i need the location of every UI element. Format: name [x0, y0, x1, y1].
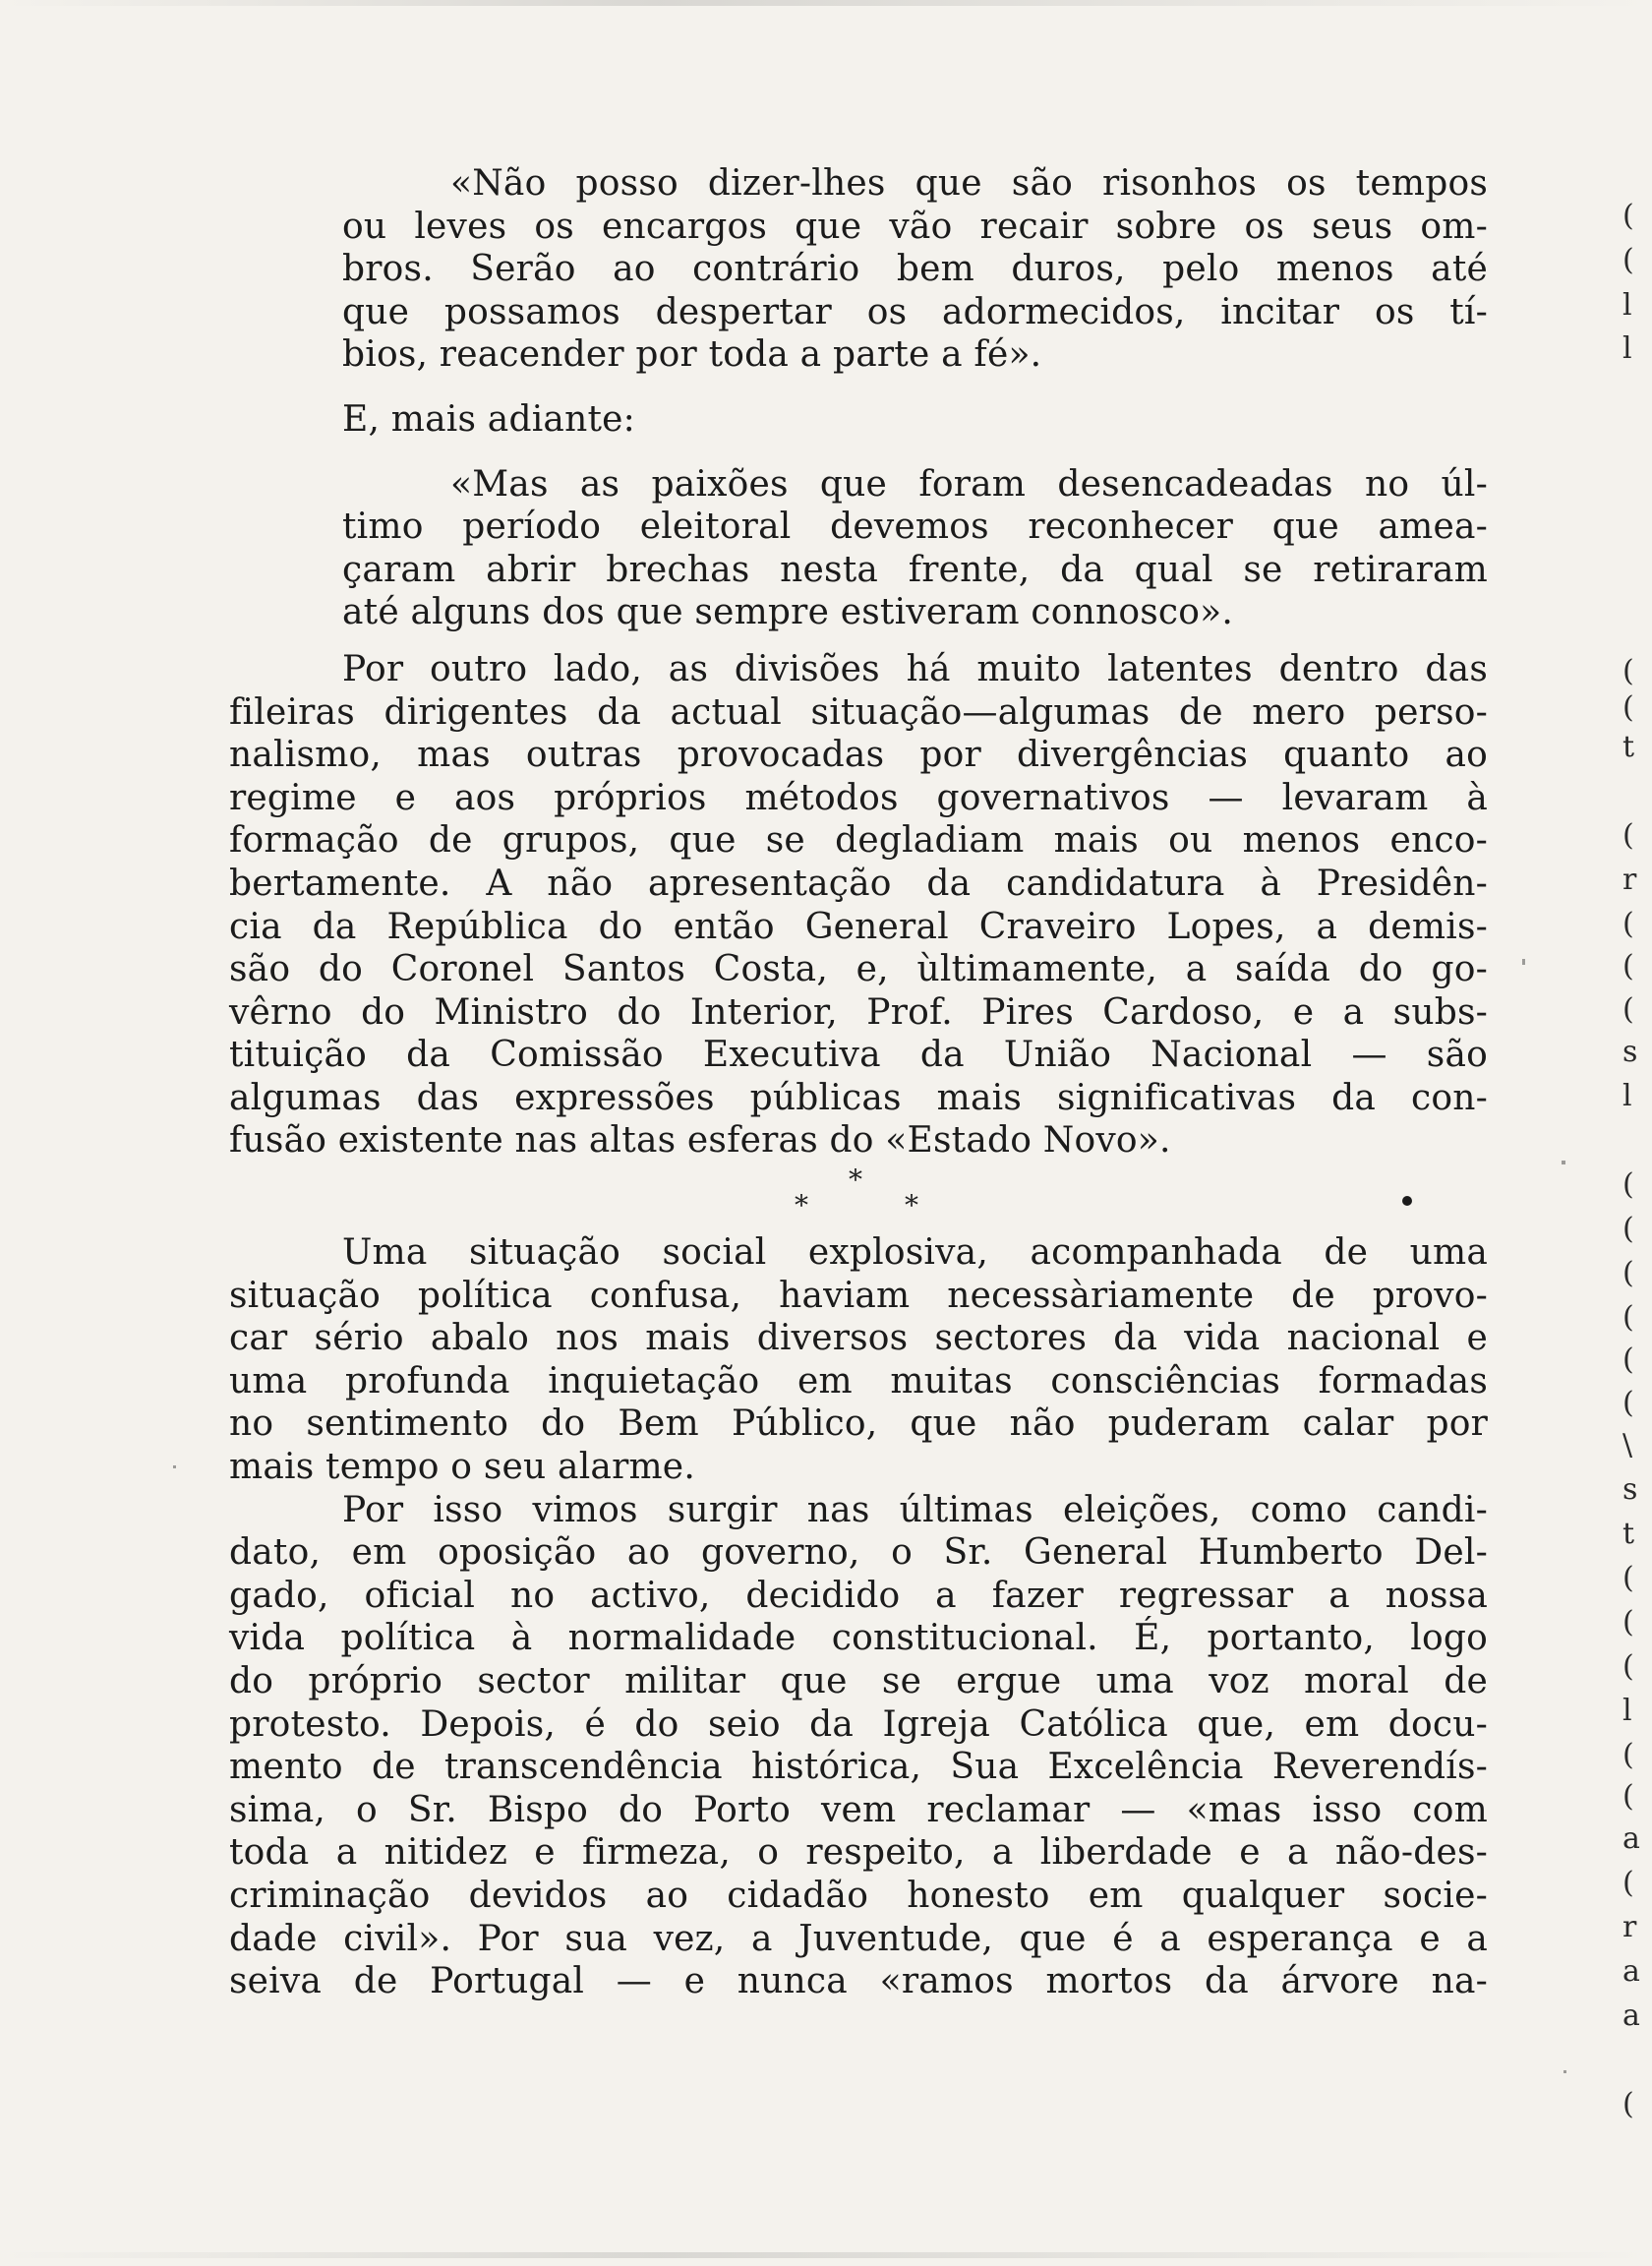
- margin-glyph: s: [1622, 1035, 1638, 1069]
- text-line: vêrno do Ministro do Interior, Prof. Pires Cardoso, e a subs-: [229, 991, 1488, 1033]
- text-line: E, mais adiante:: [342, 398, 635, 440]
- margin-glyph: (: [1622, 818, 1634, 853]
- text-line: seiva de Portugal — e nunca «ramos mortos da árvore na-: [229, 1961, 1488, 2002]
- text-line: que possamos despertar os adormecidos, incitar os tí-: [342, 291, 1488, 332]
- margin-glyph: a: [1622, 1998, 1640, 2033]
- text-line: protesto. Depois, é do seio da Igreja Católica que, em docu-: [229, 1703, 1488, 1745]
- margin-glyph: (: [1622, 654, 1634, 688]
- margin-glyph: s: [1622, 1472, 1638, 1507]
- scan-speck: [1562, 1161, 1565, 1164]
- margin-glyph: (: [1622, 1167, 1634, 1202]
- ink-dot: [1402, 1196, 1412, 1206]
- text-line: criminação devidos ao cidadão honesto em qualquer socie-: [229, 1875, 1488, 1916]
- margin-glyph: (: [1622, 1779, 1634, 1814]
- text-line: toda a nitidez e firmeza, o respeito, a liberdade e a não-des-: [229, 1832, 1488, 1874]
- margin-glyph: t: [1622, 730, 1635, 764]
- text-line: situação política confusa, haviam necessàriamente de provo-: [229, 1275, 1488, 1316]
- margin-glyph: (: [1622, 1738, 1634, 1772]
- text-line: «Não posso dizer-lhes que são risonhos os tempos: [450, 163, 1488, 204]
- text-line: bios, reacender por toda a parte a fé».: [342, 334, 1042, 376]
- text-line: bertamente. A não apresentação da candidatura à Presidên-: [229, 863, 1488, 904]
- text-line: mento de transcendência histórica, Sua Excelência Reverendís-: [229, 1747, 1488, 1788]
- margin-glyph: (: [1622, 1605, 1634, 1640]
- text-line: formação de grupos, que se degladiam mais ou menos enco-: [229, 820, 1488, 862]
- text-line: cia da República do então General Craveiro Lopes, a demis-: [229, 906, 1488, 947]
- margin-glyph: a: [1622, 1954, 1640, 1989]
- text-line: dato, em oposição ao governo, o Sr. General Humberto Del-: [229, 1532, 1488, 1574]
- margin-glyph: (: [1622, 1256, 1634, 1290]
- margin-glyph: t: [1622, 1517, 1635, 1551]
- text-column: [229, 162, 1488, 2003]
- margin-glyph: l: [1622, 1694, 1632, 1728]
- margin-glyph: (: [1622, 1342, 1634, 1377]
- text-line: sima, o Sr. Bispo do Porto vem reclamar — «mas isso com: [229, 1789, 1488, 1830]
- text-line: Por isso vimos surgir nas últimas eleições, como candi-: [342, 1489, 1488, 1530]
- margin-glyph: l: [1622, 331, 1632, 366]
- margin-glyph: (: [1622, 949, 1634, 984]
- margin-glyph: (: [1622, 243, 1634, 277]
- text-line: car sério abalo nos mais diversos sectores da vida nacional e: [229, 1318, 1488, 1359]
- section-asterism: [229, 1163, 1488, 1231]
- margin-glyph: (: [1622, 199, 1634, 233]
- margin-glyph: l: [1622, 1079, 1632, 1113]
- asterisk: *: [795, 1189, 808, 1222]
- intro-paragraph: [229, 398, 1488, 442]
- margin-glyph: (: [1622, 1212, 1634, 1246]
- text-line: algumas das expressões públicas mais significativas da con-: [229, 1077, 1488, 1118]
- margin-glyph: l: [1622, 288, 1632, 323]
- text-line: dade civil». Por sua vez, a Juventude, que é a esperança e a: [229, 1918, 1488, 1959]
- text-line: do próprio sector militar que se ergue uma voz moral de: [229, 1661, 1488, 1701]
- body-paragraph-2: [229, 1231, 1488, 1489]
- scan-speck: [1522, 959, 1525, 965]
- text-line: tituição da Comissão Executiva da União Nacional — são: [229, 1035, 1488, 1076]
- margin-glyph: (: [1622, 1561, 1634, 1595]
- text-line: «Mas as paixões que foram desencadeadas no úl-: [450, 463, 1488, 505]
- margin-glyph: (: [1622, 2087, 1634, 2121]
- text-line: no sentimento do Bem Público, que não puderam calar por: [229, 1403, 1488, 1445]
- margin-glyph: r: [1622, 863, 1637, 897]
- scan-top-edge: [0, 0, 1652, 6]
- text-line: fileiras dirigentes da actual situação—algumas de mero perso-: [229, 691, 1488, 733]
- margin-glyph: (: [1622, 992, 1634, 1027]
- text-line: Por outro lado, as divisões há muito latentes dentro das: [342, 648, 1488, 689]
- quote-paragraph-1: [229, 162, 1488, 377]
- margin-glyph: (: [1622, 1649, 1634, 1684]
- text-line: fusão existente nas altas esferas do «Estado Novo».: [229, 1120, 1171, 1162]
- margin-glyph: (: [1622, 1300, 1634, 1335]
- margin-glyph: \: [1622, 1428, 1633, 1462]
- margin-glyph: (: [1622, 1866, 1634, 1900]
- text-line: uma profunda inquietação em muitas consciências formadas: [229, 1360, 1488, 1401]
- margin-glyph: (: [1622, 907, 1634, 941]
- text-line: çaram abrir brechas nesta frente, da qual se retiraram: [342, 549, 1488, 590]
- scan-bottom-edge: [0, 2252, 1652, 2258]
- margin-glyph: r: [1622, 1910, 1637, 1944]
- text-line: gado, oficial no activo, decidido a fazer regressar a nossa: [229, 1575, 1488, 1616]
- text-line: regime e aos próprios métodos governativos — levaram à: [229, 777, 1488, 818]
- margin-glyph: (: [1622, 690, 1634, 725]
- text-line: até alguns dos que sempre estiveram connosco».: [342, 592, 1234, 633]
- margin-glyph: (: [1622, 1386, 1634, 1420]
- facing-page-margin: [1622, 0, 1652, 2266]
- margin-glyph: a: [1622, 1821, 1640, 1856]
- text-line: são do Coronel Santos Costa, e, ùltimamente, a saída do go-: [229, 949, 1488, 990]
- text-line: Uma situação social explosiva, acompanhada de uma: [342, 1232, 1488, 1274]
- text-line: mais tempo o seu alarme.: [229, 1447, 695, 1488]
- text-line: timo período eleitoral devemos reconhecer que amea-: [342, 507, 1488, 548]
- text-line: bros. Serão ao contrário bem duros, pelo menos até: [342, 249, 1488, 290]
- scan-speck: [1564, 2070, 1566, 2073]
- body-paragraph-1: [229, 648, 1488, 1163]
- text-line: nalismo, mas outras provocadas por divergências quanto ao: [229, 735, 1488, 776]
- text-line: vida política à normalidade constitucional. É, portanto, logo: [229, 1618, 1488, 1659]
- quote-paragraph-2: [229, 463, 1488, 634]
- text-line: ou leves os encargos que vão recair sobre os seus om-: [342, 206, 1488, 247]
- scan-speck: [173, 1465, 176, 1468]
- asterisk: *: [905, 1189, 918, 1222]
- body-paragraph-3: [229, 1489, 1488, 2003]
- asterisk: *: [849, 1163, 862, 1197]
